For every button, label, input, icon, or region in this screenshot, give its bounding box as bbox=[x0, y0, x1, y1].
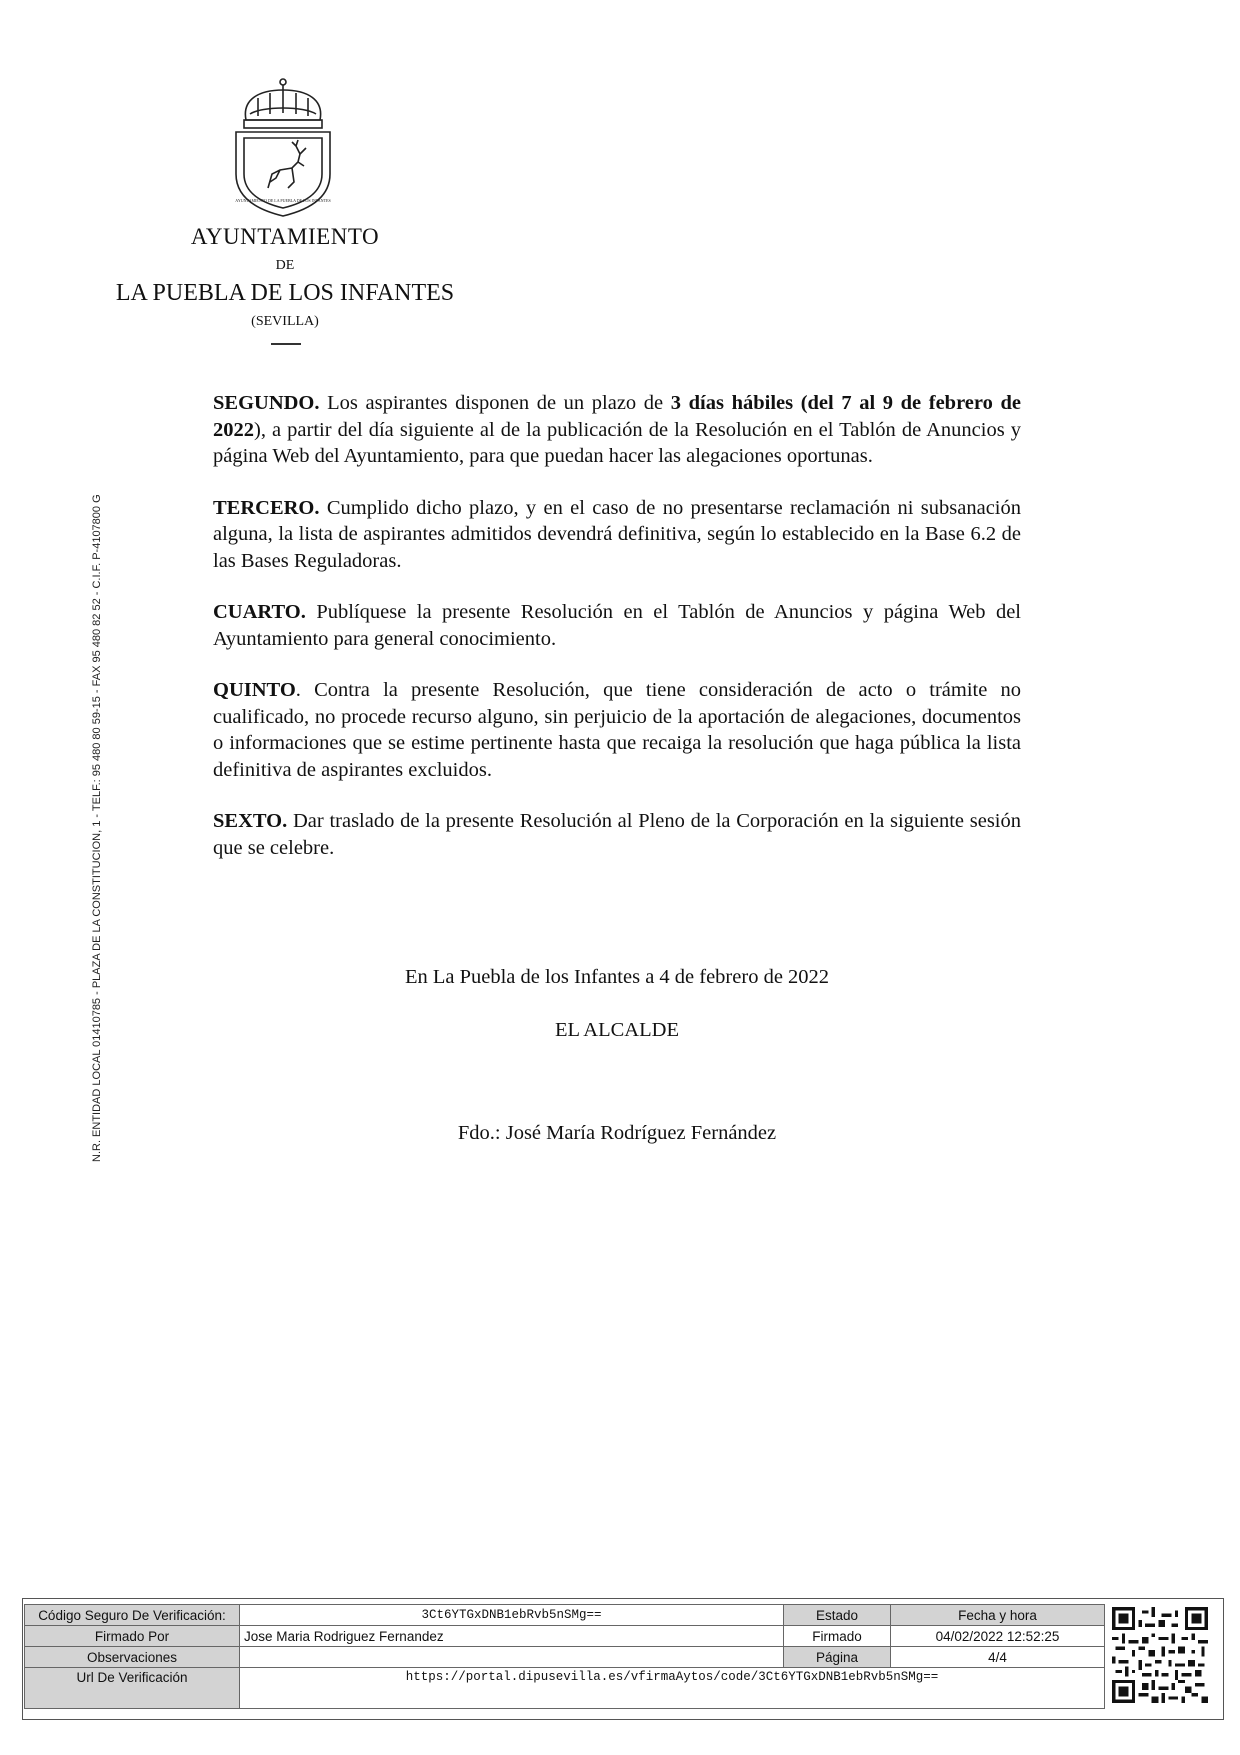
header-divider bbox=[271, 343, 301, 345]
pagina-label: Página bbox=[784, 1647, 891, 1668]
url-label: Url De Verificación bbox=[25, 1668, 240, 1709]
section-head: SEXTO. bbox=[213, 810, 288, 832]
table-row bbox=[25, 1605, 1105, 1626]
crest-text: AYUNTAMIENTO DE LA PUEBLA DE LOS INFANTES bbox=[235, 198, 331, 203]
section-head: TERCERO. bbox=[213, 496, 320, 519]
section-head: SEGUNDO. bbox=[213, 392, 320, 414]
org-name-line3: LA PUEBLA DE LOS INFANTES bbox=[115, 280, 455, 306]
firmado-por-value: Jose Maria Rodriguez Fernandez bbox=[240, 1626, 784, 1647]
section-cuarto bbox=[213, 599, 1021, 652]
section-text: Publíquese la presente Resolución en el Tablón de Anuncios y página Web del Ayuntamiento para general conocimiento. bbox=[213, 601, 1021, 650]
side-address-text: N.R. ENTIDAD LOCAL 01410785 - PLAZA DE LA CONSTITUCION, 1 - TELF.: 95 480 80 59-15 - FAX 95 480 82 52 - C.I.F. P-4107800 G bbox=[91, 494, 103, 1162]
table-row bbox=[25, 1626, 1105, 1647]
section-sexto bbox=[213, 808, 1021, 861]
fecha-value: 04/02/2022 12:52:25 bbox=[891, 1626, 1105, 1647]
estado-label: Estado bbox=[784, 1605, 891, 1626]
org-name-line1: AYUNTAMIENTO bbox=[190, 224, 380, 249]
org-name-line4: (SEVILLA) bbox=[251, 314, 319, 329]
resolution-body bbox=[213, 390, 1021, 886]
table-row bbox=[25, 1668, 1105, 1709]
csv-label: Código Seguro De Verificación: bbox=[25, 1605, 240, 1626]
signer-role: EL ALCALDE bbox=[555, 1019, 679, 1041]
table-row bbox=[25, 1647, 1105, 1668]
verification-table bbox=[24, 1604, 1105, 1709]
pagina-value: 4/4 bbox=[891, 1647, 1105, 1668]
estado-value: Firmado bbox=[784, 1626, 891, 1647]
section-text: Los aspirantes disponen de un plazo de bbox=[319, 392, 671, 414]
section-text: . Contra la presente Resolución, que tiene consideración de acto o trámite no cualificado, no procede recurso alguno, sin perjuicio de la aportación de alegaciones, documentos o informaciones que se estime pertinente hasta que recaiga la resolución que haga pública la lista definitiva de aspirantes excluidos. bbox=[213, 679, 1021, 781]
section-text: Dar traslado de la presente Resolución al Pleno de la Corporación en la siguiente sesión que se celebre. bbox=[213, 810, 1021, 859]
section-bold-text: 3 días hábiles (del 7 al 9 de febrero de 2022 bbox=[213, 392, 1021, 441]
firmado-por-label: Firmado Por bbox=[25, 1626, 240, 1647]
observaciones-label: Observaciones bbox=[25, 1647, 240, 1668]
section-text: ), a partir del día siguiente al de la publicación de la Resolución en el Tablón de Anuncios y página Web del Ayuntamiento, para que puedan hacer las alegaciones oportunas. bbox=[213, 418, 1021, 467]
qr-code-icon bbox=[1112, 1607, 1208, 1703]
coat-of-arms-icon bbox=[228, 78, 338, 218]
org-name-line2: DE bbox=[275, 258, 295, 273]
signature-line: Fdo.: José María Rodríguez Fernández bbox=[457, 1122, 777, 1144]
section-head: CUARTO. bbox=[213, 601, 306, 623]
csv-value: 3Ct6YTGxDNB1ebRvb5nSMg== bbox=[240, 1605, 784, 1626]
observaciones-value bbox=[240, 1647, 784, 1668]
section-head: QUINTO bbox=[213, 679, 296, 701]
fecha-label: Fecha y hora bbox=[891, 1605, 1105, 1626]
section-tercero bbox=[213, 495, 1021, 575]
section-segundo bbox=[213, 390, 1021, 470]
section-quinto bbox=[213, 677, 1021, 783]
place-date: En La Puebla de los Infantes a 4 de febrero de 2022 bbox=[404, 966, 830, 988]
section-text: Cumplido dicho plazo, y en el caso de no presentarse reclamación ni subsanación alguna, la lista de aspirantes admitidos devendrá definitiva, según lo establecido en la Base 6.2 de las Bases Reguladoras. bbox=[213, 496, 1021, 572]
url-value[interactable]: https://portal.dipusevilla.es/vfirmaAytos/code/3Ct6YTGxDNB1ebRvb5nSMg== bbox=[240, 1668, 1105, 1709]
